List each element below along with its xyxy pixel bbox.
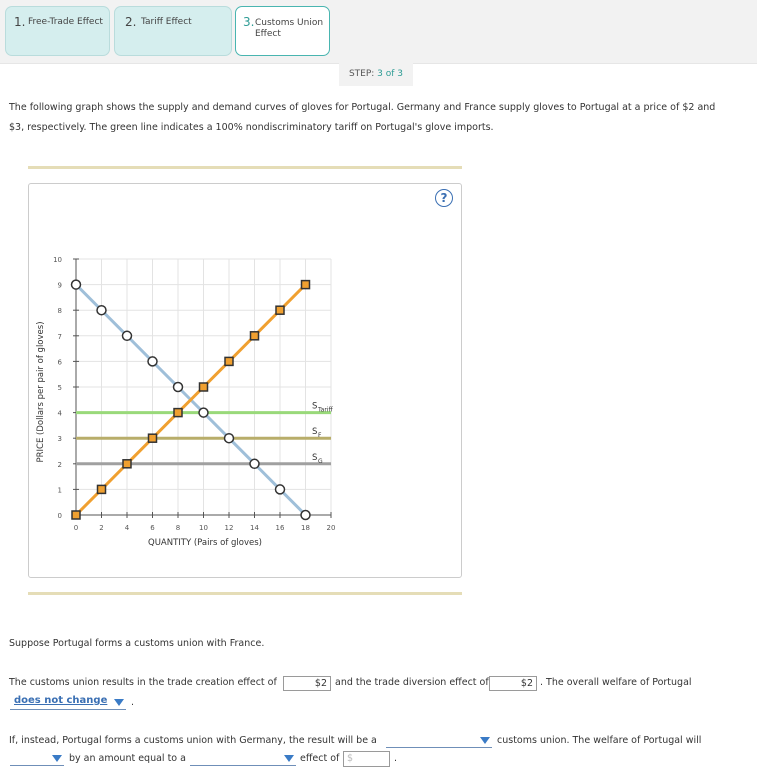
q1-text-part3: . The overall welfare of Portugal xyxy=(540,677,692,688)
step-prefix: STEP: xyxy=(348,69,378,79)
welfare-amount-input[interactable]: $ xyxy=(343,751,390,767)
intro-line-2: $3, respectively. The green line indicates a 100% nondiscriminatory tariff on Portugal's glove imports. xyxy=(9,122,494,133)
help-icon[interactable]: ? xyxy=(435,189,453,207)
union-type-dropdown[interactable] xyxy=(386,734,492,748)
price-line-subscript: Tariff xyxy=(318,406,333,414)
price-line-subscript: F xyxy=(318,432,322,440)
tab-number: 3. xyxy=(243,15,255,29)
intro-line-1: The following graph shows the supply and demand curves of gloves for Portugal. Germany and France supply gloves to Portugal at a price of $2 and xyxy=(9,102,716,113)
y-tick-label: 3 xyxy=(57,435,62,444)
trade-creation-input[interactable]: $2 xyxy=(283,676,331,691)
x-tick-label: 12 xyxy=(224,524,234,532)
trade-diversion-input[interactable]: $2 xyxy=(489,676,537,691)
divider-top xyxy=(28,166,462,169)
question-intro: Suppose Portugal forms a customs union with France. xyxy=(9,638,265,649)
welfare-change-dropdown[interactable] xyxy=(10,696,126,710)
y-tick-label: 0 xyxy=(57,512,62,520)
q2-end: . xyxy=(394,753,398,764)
step-number: 3 of 3 xyxy=(377,69,404,79)
x-tick-label: 2 xyxy=(99,524,104,532)
x-axis-label: QUANTITY (Pairs of gloves) xyxy=(148,538,262,548)
chevron-down-icon xyxy=(114,699,124,706)
x-tick-label: 10 xyxy=(199,524,208,532)
y-tick-label: 2 xyxy=(57,460,62,469)
x-tick-label: 6 xyxy=(150,524,155,532)
q1-end: . xyxy=(131,697,135,708)
y-tick-label: 6 xyxy=(57,358,62,367)
y-tick-label: 7 xyxy=(57,332,62,341)
welfare-change-value: does not change xyxy=(14,695,108,706)
price-line-label: S xyxy=(312,427,318,438)
q1-text-part2: and the trade diversion effect of xyxy=(335,677,489,688)
tab-free-trade-effect[interactable] xyxy=(5,6,110,56)
chevron-down-icon xyxy=(52,755,62,762)
tab-label: Tariff Effect xyxy=(141,17,192,27)
y-tick-label: 8 xyxy=(57,307,62,316)
effect-type-dropdown[interactable] xyxy=(190,752,296,766)
x-tick-label: 0 xyxy=(73,524,79,532)
y-axis-label: PRICE (Dollars per pair of gloves) xyxy=(36,321,46,463)
divider-bottom xyxy=(28,592,462,595)
y-tick-label: 10 xyxy=(53,256,62,264)
price-line-label: S xyxy=(312,401,318,412)
q2-text-part2: customs union. The welfare of Portugal will xyxy=(497,735,702,746)
chevron-down-icon xyxy=(284,755,294,762)
tab-label-line1: Customs Union xyxy=(255,18,324,28)
tab-label-line2: Effect xyxy=(255,29,281,39)
x-tick-label: 8 xyxy=(175,524,181,532)
q2-text-part4: effect of xyxy=(300,753,340,764)
tab-number: 1. xyxy=(14,15,26,29)
q1-text-part1: The customs union results in the trade creation effect of xyxy=(9,677,277,688)
y-tick-label: 1 xyxy=(57,486,62,495)
step-indicator xyxy=(339,62,413,86)
tab-number: 2. xyxy=(125,15,137,29)
tab-customs-union-effect[interactable] xyxy=(235,6,330,56)
price-line-label: S xyxy=(312,452,318,463)
y-tick-label: 9 xyxy=(57,281,62,290)
y-tick-label: 4 xyxy=(57,409,62,418)
x-tick-label: 18 xyxy=(301,524,310,532)
step-navigation-bar xyxy=(0,0,757,64)
y-tick-label: 5 xyxy=(57,384,62,392)
x-tick-label: 14 xyxy=(250,524,259,532)
x-tick-label: 20 xyxy=(326,524,336,532)
chevron-down-icon xyxy=(480,737,490,744)
x-tick-label: 16 xyxy=(275,524,285,532)
tab-tariff-effect[interactable] xyxy=(114,6,232,56)
q2-text-part3: by an amount equal to a xyxy=(69,753,186,764)
graph-panel xyxy=(28,183,462,578)
q2-text-part1: If, instead, Portugal forms a customs union with Germany, the result will be a xyxy=(9,735,377,746)
price-line-subscript: G xyxy=(318,457,323,465)
welfare-direction-dropdown[interactable] xyxy=(10,752,64,766)
x-tick-label: 4 xyxy=(124,524,130,532)
tab-label: Free-Trade Effect xyxy=(28,17,103,27)
